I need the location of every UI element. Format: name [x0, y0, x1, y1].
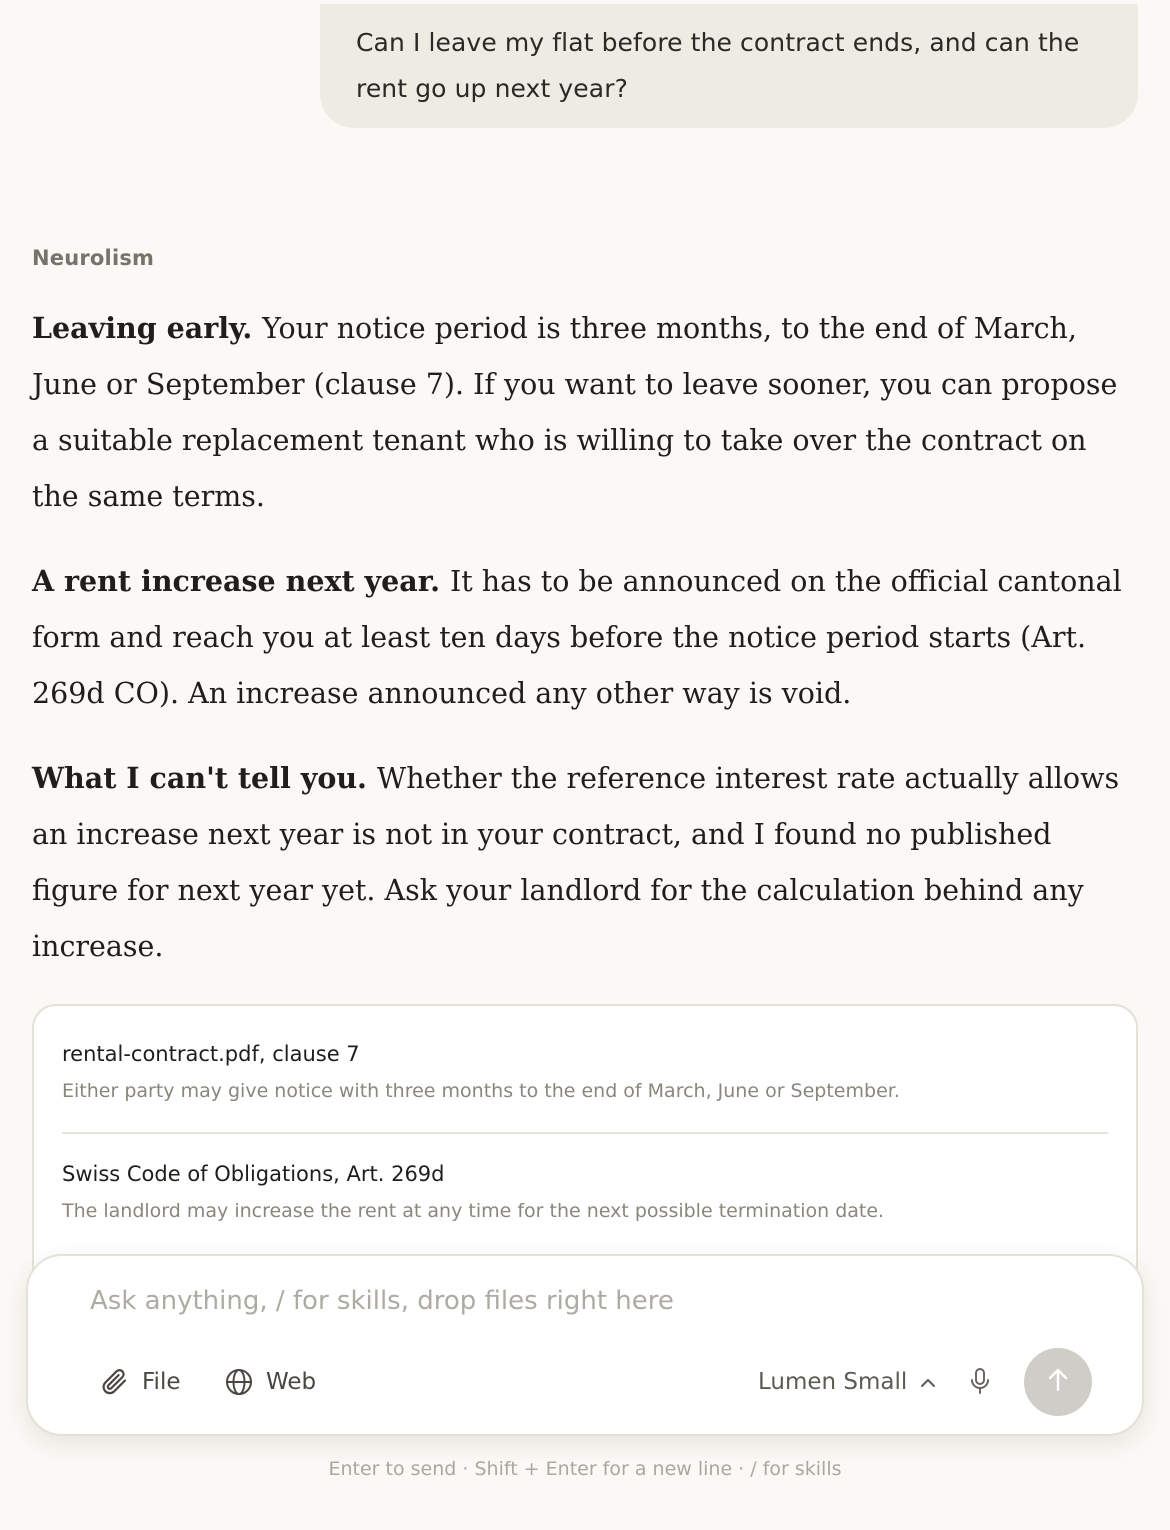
keyboard-hint: Enter to send · Shift + Enter for a new line · / for skills [328, 1458, 842, 1480]
response-text: Your notice period is three months, to the end of March, June or September (clause 7). If you want to leave sooner, you can propose a suitable replacement tenant who is willing to take over the contract on the same terms. [32, 312, 1118, 513]
composer [26, 1254, 1144, 1436]
send-button[interactable] [1024, 1348, 1092, 1416]
source-divider [62, 1132, 1108, 1134]
source-snippet: Either party may give notice with three months to the end of March, June or September. [62, 1080, 900, 1102]
web-search-button[interactable] [224, 1362, 316, 1402]
response-heading: Leaving early. [32, 311, 263, 345]
response-heading: What I can't tell you. [32, 761, 377, 795]
source-item-rental-contract[interactable] [62, 1040, 1108, 1104]
assistant-response [32, 300, 1142, 1003]
assistant-name-label: Neurolism [32, 246, 155, 270]
source-item-code-of-obligations[interactable] [62, 1160, 1108, 1224]
response-paragraph-cant-tell [32, 750, 1142, 975]
web-search-label: Web [266, 1369, 317, 1395]
arrow-up-icon [1044, 1366, 1072, 1398]
response-text: Whether the reference interest rate actually allows an increase next year is not in your contract, and I found no published figure for next year yet. Ask your landlord for the calculation behind any increase. [32, 762, 1120, 963]
chevron-up-icon [919, 1369, 937, 1395]
globe-icon [224, 1367, 254, 1397]
paperclip-icon [100, 1366, 130, 1398]
user-message-text: Can I leave my flat before the contract ends, and can the rent go up next year? [356, 28, 1080, 103]
source-snippet: The landlord may increase the rent at any time for the next possible termination date. [62, 1200, 885, 1222]
attach-file-label: File [142, 1369, 181, 1395]
model-selector-label: Lumen Small [758, 1369, 908, 1395]
microphone-icon [968, 1366, 992, 1400]
response-text: It has to be announced on the official cantonal form and reach you at least ten days before the notice period starts (Art. 269d CO). An increase announced any other way is void. [32, 565, 1122, 710]
message-input[interactable] [90, 1286, 990, 1316]
attach-file-button[interactable] [100, 1362, 181, 1402]
source-title: rental-contract.pdf, clause 7 [62, 1042, 360, 1066]
response-heading: A rent increase next year. [32, 564, 450, 598]
response-paragraph-rent-increase [32, 553, 1142, 722]
voice-input-button[interactable] [964, 1366, 996, 1400]
model-selector[interactable] [758, 1362, 937, 1402]
user-message-bubble [320, 4, 1138, 128]
source-title: Swiss Code of Obligations, Art. 269d [62, 1162, 445, 1186]
response-paragraph-leaving-early [32, 300, 1142, 525]
sources-card [32, 1004, 1138, 1294]
